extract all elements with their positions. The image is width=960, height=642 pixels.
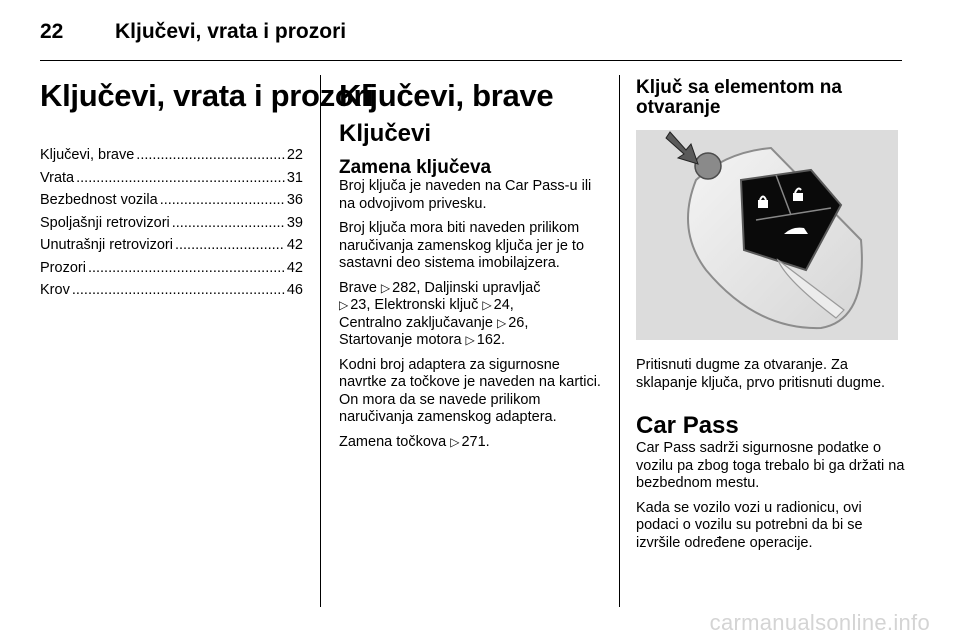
subsection-title: Ključevi <box>339 120 432 147</box>
section-title: Car Pass <box>636 412 739 439</box>
page-reference-arrow-icon: ▷ <box>339 298 349 312</box>
table-of-contents <box>40 144 303 302</box>
page-reference-arrow-icon: ▷ <box>380 280 391 295</box>
cross-reference-paragraph: Brave ▷ 282, Daljinski upravljač ▷ 23, Elektronski ključ ▷ 24, Centralno zaključavanje ▷ 26, Startovanje motora ▷ 162. <box>339 279 541 348</box>
paragraph: Broj ključa mora biti naveden prilikom naručivanja zamenskog ključa jer je to sastavni deo sistema imobilajzera. <box>339 220 585 271</box>
column-divider-right <box>619 75 620 607</box>
keys-column <box>339 70 604 458</box>
toc-item[interactable]: Spoljašnji retrovizori ..... 39 <box>40 212 303 235</box>
paragraph: Kodni broj adaptera za sigurnosne navrtke za točkove je naveden na kartici. On mora da se navede prilikom naručivanja zamenskog adaptera. <box>339 356 601 425</box>
page-reference-arrow-icon: ▷ <box>450 434 460 449</box>
page-number: 22 <box>40 20 64 43</box>
paragraph: Car Pass sadrži sigurnosne podatke o vozilu pa zbog toga trebalo bi ga držati na bezbednom mestu. <box>636 440 905 491</box>
column-divider-left <box>320 75 321 607</box>
toc-item[interactable]: Vrata ..... 31 <box>40 167 303 190</box>
toc-item[interactable]: Bezbednost vozila ..... 36 <box>40 189 303 212</box>
running-title: Ključevi, vrata i prozori <box>115 20 347 43</box>
toc-item[interactable]: Unutrašnji retrovizori ..... 42 <box>40 234 303 257</box>
section-title: Ključevi, brave <box>339 78 554 113</box>
toc-item[interactable]: Prozori ..... 42 <box>40 257 303 280</box>
paragraph: Pritisnuti dugme za otvaranje. Za sklapanje ključa, prvo pritisnuti dugme. <box>636 357 886 391</box>
page-reference-arrow-icon: ▷ <box>482 298 492 312</box>
page-reference-arrow-icon: ▷ <box>465 333 475 347</box>
toc-item[interactable]: Krov ..... 46 <box>40 279 303 302</box>
page-reference-arrow-icon: ▷ <box>496 315 507 330</box>
key-fob-illustration <box>636 130 898 340</box>
cross-reference-paragraph: Zamena točkova ▷ 271. <box>339 433 490 450</box>
toc-item[interactable]: Ključevi, brave ..... 22 <box>40 144 303 167</box>
topic-title: Ključ sa elementom na otvaranje <box>636 77 842 118</box>
paragraph: Broj ključa je naveden na Car Pass-u ili na odvojivom privesku. <box>339 178 592 212</box>
paragraph: Kada se vozilo vozi u radionicu, ovi podaci o vozilu su potrebni da bi se izvršile određene operacije. <box>636 499 863 551</box>
watermark: carmanualsonline.info <box>709 610 930 635</box>
header-rule <box>40 60 902 61</box>
topic-title: Zamena ključeva <box>339 157 492 178</box>
toc-column <box>40 70 374 302</box>
key-fob-drawing <box>636 130 898 340</box>
chapter-title: Ključevi, vrata i prozori <box>40 78 374 113</box>
foldable-key-column <box>636 70 906 559</box>
